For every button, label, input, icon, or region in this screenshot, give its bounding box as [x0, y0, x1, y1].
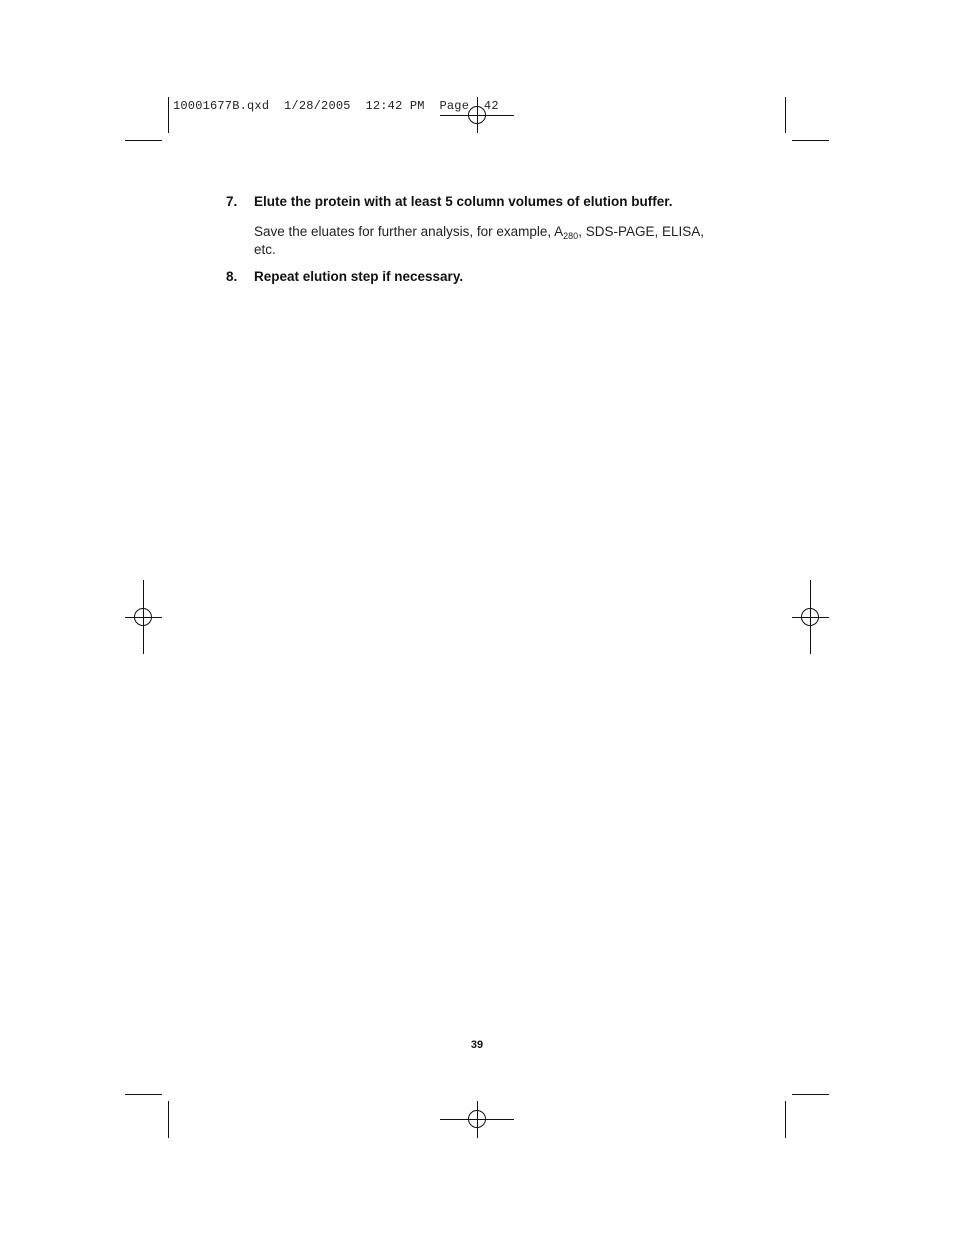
slug-page-number: 42: [483, 99, 499, 113]
step-number: 7.: [226, 194, 238, 209]
slug-time: 12:42 PM: [365, 99, 425, 113]
registration-mark-left: [125, 580, 162, 654]
step-7: [226, 194, 673, 209]
slug-date: 1/28/2005: [284, 99, 351, 113]
registration-mark-bottom: [440, 1101, 514, 1138]
note-subscript: 280: [563, 231, 579, 241]
step-text: Elute the protein with at least 5 column volumes of elution buffer.: [254, 194, 673, 209]
registration-mark-right: [792, 580, 829, 654]
registration-mark-top: [440, 97, 514, 133]
page-number: 39: [470, 1039, 484, 1051]
step-8: [226, 269, 463, 284]
step-text: Repeat elution step if necessary.: [254, 269, 464, 284]
step-7-note: [254, 223, 724, 259]
slug-file: 10001677B.qxd: [173, 99, 270, 113]
note-text-before: Save the eluates for further analysis, for example, A: [254, 224, 564, 239]
step-number: 8.: [226, 269, 238, 284]
slug-page-label: Page: [439, 99, 470, 113]
note-text-after: , SDS-PAGE, ELISA, etc.: [254, 224, 704, 257]
